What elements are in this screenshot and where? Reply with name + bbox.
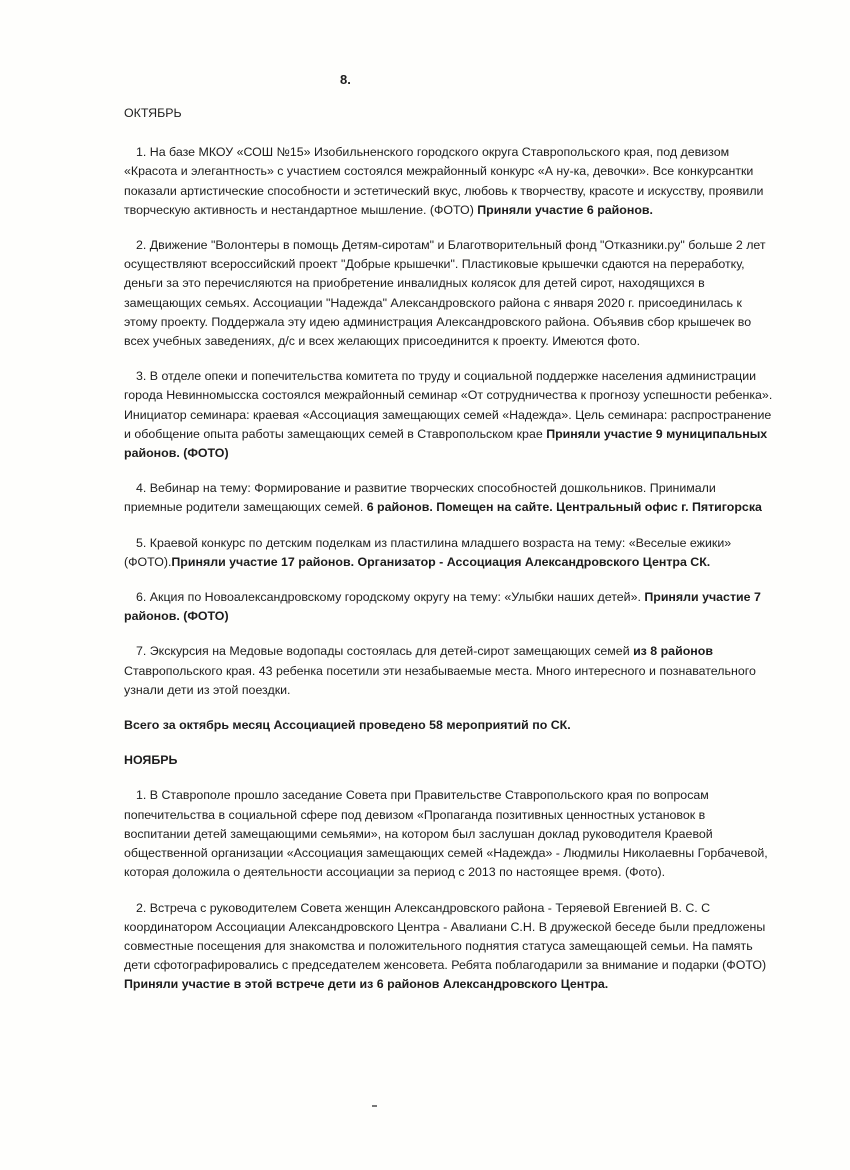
october-item-4: 4. Вебинар на тему: Формирование и развитие творческих способностей дошкольников. Принимали приемные родители замещающих семей. 6 районов. Помещен на сайте. Центральный офис г. Пятигорска [124, 481, 762, 515]
section-heading-november: НОЯБРЬ [124, 753, 178, 768]
section-heading-october: ОКТЯБРЬ [124, 106, 182, 120]
october-item-1: 1. На базе МКОУ «СОШ №15» Изобильненского городского округа Ставропольского края, под девизом «Красота и элегантность» с участием состоялся межрайонный конкурс «А ну-ка, девочки». Все конкурсантки показали артистические способности и эстетический вкус, любовь к творчеству, красоте и искусству, проявили творческую активность и нестандартное мышление. (ФОТО) Приняли участие 6 районов. [124, 145, 764, 217]
november-item-2: 2. Встреча с руководителем Совета женщин Александровского района - Теряевой Евгенией В. С. С координатором Ассоциации Александровского Центра - Авалиани С.Н. В дружеской беседе были предложены совместные посещения для знакомства и положительного поднятия статуса замещающей семьи. На память дети сфотографировались с председателем женсовета. Ребята поблагодарили за внимание и подарки (ФОТО) Приняли участие в этой встрече дети из 6 районов Александровского Центра. [124, 900, 767, 992]
scan-speck [372, 1105, 377, 1107]
document-body [124, 104, 774, 995]
october-item-7: 7. Экскурсия на Медовые водопады состоялась для детей-сирот замещающих семей из 8 районов Ставропольского края. 43 ребенка посетили эти незабываемые места. Много интересного и познавательного узнали дети из этой поездки. [124, 644, 756, 697]
october-item-5: 5. Краевой конкурс по детским поделкам из пластилина младшего возраста на тему: «Веселые ежики» (ФОТО).Приняли участие 17 районов. Организатор - Ассоциация Александровского Центра СК. [124, 535, 732, 569]
october-total: Всего за октябрь месяц Ассоциацией проведено 58 мероприятий по СК. [124, 718, 571, 733]
october-item-3: 3. В отделе опеки и попечительства комитета по труду и социальной поддержке населения администрации города Невинномысска состоялся межрайонный семинар «От сотрудничества к прогнозу успешности ребенка». Инициатор семинара: краевая «Ассоциация замещающих семей «Надежда». Цель семинара: распространение и обобщение опыта работы замещающих семей в Ставропольском крае Приняли участие 9 муниципальных районов. (ФОТО) [124, 369, 773, 461]
november-item-1: 1. В Ставрополе прошло заседание Совета при Правительстве Ставропольского края по вопросам попечительства в социальной сфере под девизом «Пропаганда позитивных ценностных установок в воспитании детей замещающими семьями», на котором был заслушан доклад руководителя Краевой общественной организации «Ассоциация замещающих семей «Надежда» - Людмилы Николаевны Горбачевой, которая доложила о деятельности ассоциации за период с 2013 по настоящее время. (Фото). [124, 788, 768, 880]
page-number: 8. [340, 72, 351, 87]
october-item-6: 6. Акция по Новоалександровскому городскому округу на тему: «Улыбки наших детей». Приняли участие 7 районов. (ФОТО) [124, 590, 761, 624]
october-item-2: 2. Движение "Волонтеры в помощь Детям-сиротам" и Благотворительный фонд "Отказники.ру" больше 2 лет осуществляют всероссийский проект "Добрые крышечки". Пластиковые крышечки сдаются на переработку, деньги за это перечисляются на приобретение инвалидных колясок для детей сирот, находящихся в замещающих семьях. Ассоциации "Надежда" Александровского района с января 2020 г. присоединилась к этому проекту. Поддержала эту идею администрация Александровского района. Объявив сбор крышечек во всех учебных заведениях, д/с и всех желающих присоединится к проекту. Имеются фото. [124, 238, 766, 349]
